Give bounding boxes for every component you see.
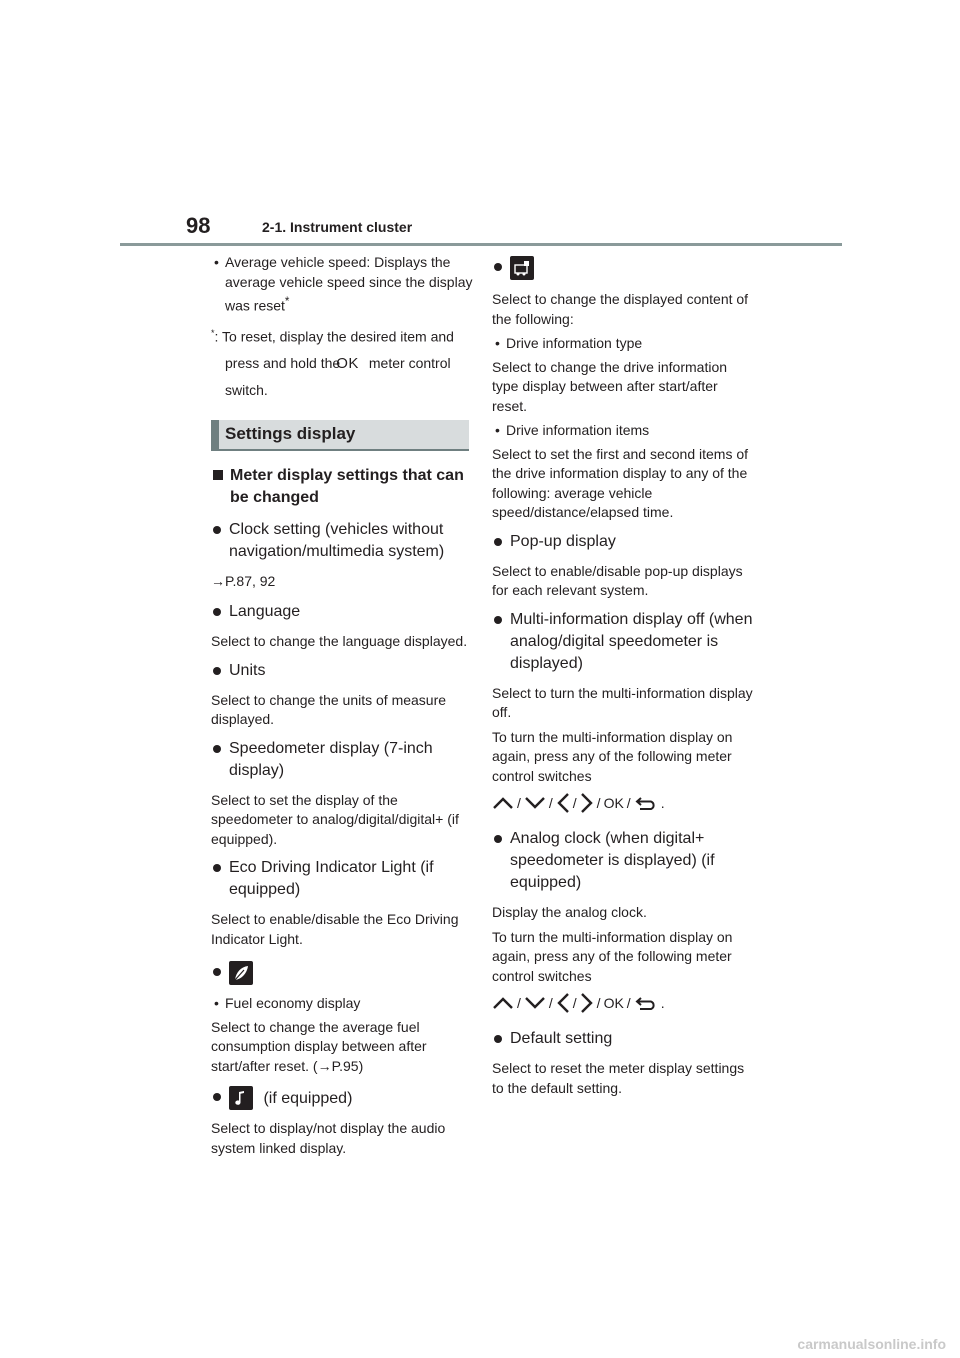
chevron-up-icon — [492, 796, 514, 810]
page-number: 98 — [186, 213, 211, 238]
meter-settings-heading: Meter display settings that can be changed — [211, 465, 473, 509]
back-arrow-icon — [634, 795, 658, 811]
drive-items-text: Select to set the first and second items of the drive information display to any of the following: average vehicle speed/distance/elapsed time. — [492, 445, 749, 520]
drive-info-icon-heading — [492, 256, 754, 280]
chevron-right-icon — [580, 792, 594, 814]
ok-label: OK — [603, 795, 624, 811]
drive-info-icon — [510, 256, 534, 280]
drive-type-text: Select to change the drive information type display between after start/after reset. — [492, 358, 728, 414]
drive-items-bullet: • Drive information items — [492, 421, 754, 441]
music-note-icon — [229, 1086, 253, 1110]
popup-heading: Pop-up display — [492, 531, 754, 553]
fuel-economy-text: Select to change the average fuel consumption display between after start/after reset. (→P.95) — [211, 1018, 427, 1074]
chevron-left-icon — [556, 792, 570, 814]
language-text: Select to change the language displayed. — [211, 633, 468, 650]
drive-info-text: Select to change the displayed content of the following: — [492, 291, 749, 327]
audio-text: Select to display/not display the audio system linked display. — [211, 1120, 446, 1156]
mid-off-heading: Multi-information display off (when analog/digital speedometer is displayed) — [492, 609, 754, 675]
clock-ref: →P.87, 92 — [211, 572, 276, 589]
clock-setting-heading: Clock setting (vehicles without navigation/multimedia system) — [211, 519, 473, 563]
leaf-icon — [229, 961, 253, 985]
analog-clock-text: Display the analog clock. — [492, 904, 647, 920]
back-arrow-icon — [634, 995, 658, 1011]
drive-type-bullet: • Drive information type — [492, 334, 754, 354]
avg-speed-bullet: • Average vehicle speed: Displays the average vehicle speed since the display was reset* — [211, 253, 473, 316]
units-text: Select to change the units of measure displayed. — [211, 691, 447, 728]
default-setting-heading: Default setting — [492, 1028, 754, 1050]
chevron-down-icon — [524, 796, 546, 810]
chevron-left-icon — [556, 992, 570, 1014]
ok-switch-glyph: OK — [336, 354, 359, 372]
ok-label: OK — [603, 995, 624, 1011]
eco-indicator-heading: Eco Driving Indicator Light (if equipped) — [211, 857, 473, 901]
audio-icon-heading: (if equipped) — [211, 1086, 473, 1110]
units-heading: Units — [211, 660, 473, 682]
speedometer-text: Select to set the display of the speedometer to analog/digital/digital+ (if equipped). — [211, 791, 459, 847]
chevron-up-icon — [492, 996, 514, 1010]
section-title: 2-1. Instrument cluster — [262, 219, 413, 235]
analog-clock-text2: To turn the multi-information display on again, press any of the following meter control switches — [492, 928, 733, 984]
analog-clock-heading: Analog clock (when digital+ speedometer is displayed) (if equipped) — [492, 828, 754, 894]
default-setting-text: Select to reset the meter display settings to the default setting. — [492, 1060, 745, 1096]
eco-indicator-text: Select to enable/disable the Eco Driving Indicator Light. — [211, 911, 459, 947]
left-column — [211, 253, 473, 1163]
meter-switches-row-2: / / / / OK / . — [492, 992, 754, 1014]
speedometer-heading: Speedometer display (7-inch display) — [211, 738, 473, 782]
fuel-economy-bullet: • Fuel economy display — [211, 994, 473, 1014]
mid-off-text2: To turn the multi-information display on again, press any of the following meter control switches — [492, 728, 733, 784]
chevron-right-icon — [580, 992, 594, 1014]
fuel-icon-heading — [211, 961, 473, 985]
settings-display-heading: Settings display — [211, 420, 469, 451]
popup-text: Select to enable/disable pop-up displays for each relevant system. — [492, 562, 743, 598]
reset-note: *: To reset, display the desired item and press and hold theOK meter control switch. — [211, 328, 454, 398]
language-heading: Language — [211, 601, 473, 623]
header-rule — [120, 243, 842, 246]
meter-switches-row: / / / / OK / . — [492, 792, 754, 814]
watermark: carmanualsonline.info — [797, 1336, 946, 1352]
chevron-down-icon — [524, 996, 546, 1010]
mid-off-text: Select to turn the multi-information display off. — [492, 684, 753, 720]
right-column — [492, 253, 754, 1103]
